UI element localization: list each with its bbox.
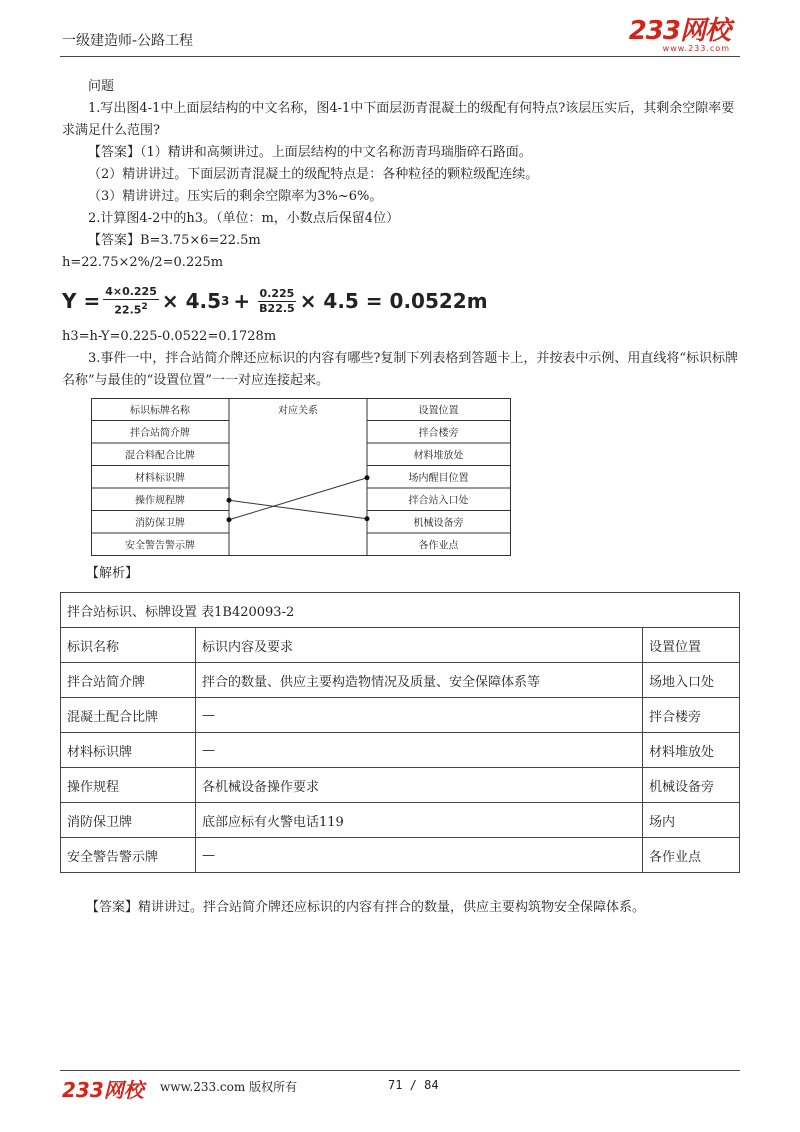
answer-2-line-1: 【答案】B=3.75×6=22.5m: [88, 233, 261, 248]
connection-line: [229, 500, 367, 519]
header-title: 一级建造师-公路工程: [62, 33, 194, 49]
table-cell: 拌合楼旁: [643, 698, 740, 733]
connection-dot: [227, 517, 232, 522]
table-cell: 各作业点: [643, 838, 740, 873]
table-cell: 拌合的数量、供应主要构造物情况及质量、安全保障体系等: [196, 663, 643, 698]
answer-2-line-3: h3=h-Y=0.225-0.0522=0.1728m: [62, 329, 277, 344]
brand-logo: [629, 18, 730, 53]
question-heading: 问题: [88, 79, 115, 94]
answer-table-body: [61, 593, 740, 873]
table-cell: —: [196, 838, 643, 873]
diagram-left-item: 拌合站简介牌: [130, 427, 190, 439]
answer-1-part-3: （3）精讲讲过。压实后的剩余空隙率为3%~6%。: [88, 189, 383, 204]
connection-diagram-svg: [91, 398, 511, 556]
answer-table: [60, 592, 740, 873]
page-number: 71 / 84: [388, 1078, 439, 1092]
diagram-left-item: 混合料配合比牌: [125, 450, 195, 462]
formula-tail: × 4.5 = 0.0522m: [299, 289, 488, 313]
table-header-cell: 标识名称: [61, 628, 196, 663]
fraction-2-numerator: 0.225: [259, 286, 295, 300]
formula-fraction-1: [103, 285, 159, 318]
table-cell: —: [196, 733, 643, 768]
formula-plus: +: [233, 289, 251, 313]
table-cell: 底部应标有火警电话119: [196, 803, 643, 838]
question-1: 1.写出图4-1中上面层结构的中文名称，图4-1中下面层沥青混凝土的级配有何特点?该层压实后，其剩余空隙率要求满足什么范围?: [62, 101, 735, 138]
diagram-left-item: 消防保卫牌: [135, 517, 185, 529]
question-2: 2.计算图4-2中的h3。（单位：m，小数点后保留4位）: [88, 211, 400, 226]
document-content: [62, 76, 740, 392]
table-cell: —: [196, 698, 643, 733]
connection-dot: [365, 475, 370, 480]
formula: [62, 276, 740, 326]
diagram-right-item: 材料堆放处: [413, 450, 464, 462]
table-row: [61, 663, 740, 698]
formula-times-1: × 4.5: [161, 289, 222, 313]
diagram-left-item: 安全警告警示牌: [125, 540, 195, 552]
diagram-right-header: 设置位置: [418, 405, 459, 417]
fraction-2-denominator: B22.5: [259, 301, 295, 315]
table-cell: 安全警告警示牌: [61, 838, 196, 873]
question-3: 3.事件一中，拌合站简介牌还应标识的内容有哪些?复制下列表格到答题卡上，并按表中示例、用直线将“标识标牌名称”与最佳的“设置位置”一一对应连接起来。: [62, 351, 739, 388]
fraction-1-den-exponent: 2: [141, 300, 148, 312]
table-cell: 场内: [643, 803, 740, 838]
footer-logo: 233网校: [62, 1078, 144, 1102]
answer-1-part-2: （2）精讲讲过。下面层沥青混凝土的级配特点是：各种粒径的颗粒级配连续。: [88, 167, 539, 182]
table-caption: 拌合站标识、标牌设置 表1B420093-2: [61, 593, 740, 628]
connection-diagram: [91, 398, 511, 556]
table-cell: 拌合站简介牌: [61, 663, 196, 698]
table-row: [61, 698, 740, 733]
table-caption-row: [61, 593, 740, 628]
analysis-label: 【解析】: [86, 566, 139, 581]
table-header-cell: 标识内容及要求: [196, 628, 643, 663]
fraction-1-denominator: [112, 300, 150, 318]
table-cell: 材料标识牌: [61, 733, 196, 768]
table-header-row: [61, 628, 740, 663]
formula-lhs: Y =: [62, 289, 101, 313]
logo-main-text: 233网校: [628, 16, 730, 46]
table-cell: 混凝土配合比牌: [61, 698, 196, 733]
fraction-1-den-base: 22.5: [114, 303, 142, 317]
diagram-right-item: 场内醒目位置: [408, 472, 469, 484]
table-row: [61, 768, 740, 803]
table-row: [61, 733, 740, 768]
footer-copyright: www.233.com 版权所有: [160, 1080, 298, 1094]
table-cell: 操作规程: [61, 768, 196, 803]
formula-exponent-1: 3: [221, 294, 230, 308]
diagram-right-item: 各作业点: [418, 540, 459, 552]
diagram-middle-header: 对应关系: [278, 405, 318, 417]
diagram-right-item: 拌合站入口处: [408, 495, 469, 507]
connection-dot: [365, 516, 370, 521]
table-row: [61, 838, 740, 873]
final-answer: 【答案】精讲讲过。拌合站简介牌还应标识的内容有拌合的数量，供应主要构筑物安全保障体系。: [86, 900, 646, 915]
connection-line: [229, 478, 367, 520]
diagram-left-header: 标识标牌名称: [130, 405, 190, 417]
header-divider: [60, 56, 740, 57]
table-cell: 各机械设备操作要求: [196, 768, 643, 803]
table-row: [61, 803, 740, 838]
logo-sub-text: www.233.com: [662, 44, 730, 53]
diagram-right-item: 机械设备旁: [413, 517, 464, 529]
fraction-1-numerator: 4×0.225: [105, 284, 157, 298]
answer-1-part-1: 【答案】（1）精讲和高频讲过。上面层结构的中文名称沥青玛瑞脂碎石路面。: [88, 145, 532, 160]
footer-divider: [60, 1070, 740, 1071]
formula-fraction-2: [257, 287, 297, 316]
answer-2-line-2: h=22.75×2%/2=0.225m: [62, 255, 224, 270]
diagram-right-item: 拌合楼旁: [418, 427, 459, 439]
table-cell: 消防保卫牌: [61, 803, 196, 838]
diagram-left-item: 操作规程牌: [135, 495, 185, 507]
table-cell: 场地入口处: [643, 663, 740, 698]
table-cell: 材料堆放处: [643, 733, 740, 768]
table-cell: 机械设备旁: [643, 768, 740, 803]
connection-dot: [227, 498, 232, 503]
table-header-cell: 设置位置: [643, 628, 740, 663]
diagram-left-item: 材料标识牌: [135, 472, 185, 484]
